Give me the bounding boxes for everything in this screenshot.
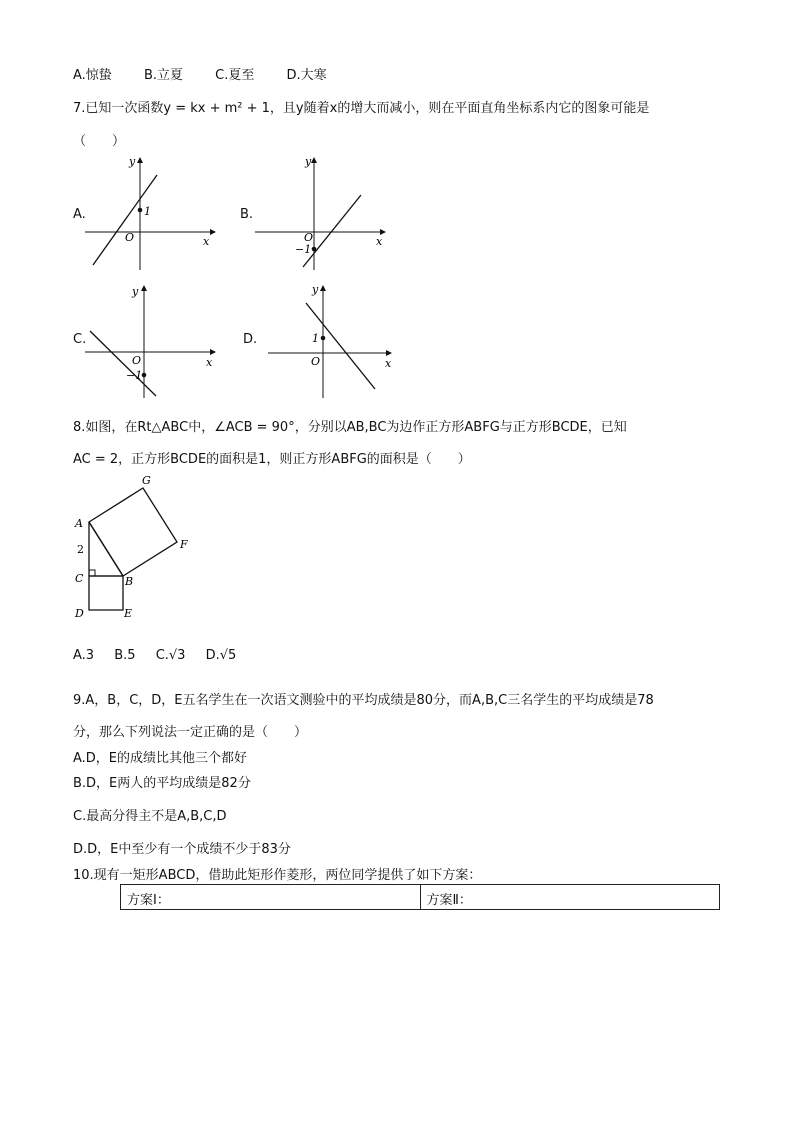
q8-options: [73, 648, 252, 663]
fig-label-e: E: [124, 607, 133, 620]
graph-a: [85, 155, 220, 270]
graph-a-label: A.: [73, 207, 86, 222]
fig-label-f: F: [180, 538, 188, 551]
fig-label-d: D: [75, 607, 84, 620]
graph-a-y-label: y: [129, 155, 136, 168]
q6-options: [73, 64, 355, 83]
graph-c-origin: O: [132, 354, 142, 367]
q7-paren: （ ）: [73, 134, 126, 149]
graph-d-point: 1: [312, 332, 319, 345]
q6-option-b: B.立夏: [143, 68, 184, 83]
q7-stem: 7.已知一次函数y = kx + m² + 1，且y随着x的增大而减小，则在平面直角坐标系内它的图象可能是: [73, 101, 650, 116]
fig-label-c: C: [75, 572, 84, 585]
q9-option-c: C.最高分得主不是A,B,C,D: [73, 809, 227, 824]
graph-c-x-label: x: [206, 356, 213, 369]
graph-d-y-label: y: [312, 283, 319, 296]
q8-option-d: D.√5: [205, 648, 237, 663]
graph-d: [258, 283, 398, 398]
graph-d-label: D.: [243, 332, 258, 347]
graph-b-origin: O: [304, 231, 314, 244]
fig-label-b: B: [125, 575, 134, 588]
graph-a-point: 1: [144, 205, 151, 218]
fig-label-g: G: [142, 474, 151, 487]
graph-a-x-label: x: [203, 235, 210, 248]
q8-figure: [70, 472, 200, 622]
q6-option-d: D.大寒: [286, 68, 327, 83]
graph-d-origin: O: [311, 355, 321, 368]
q8-line1: 8.如图，在Rt△ABC中，∠ACB = 90°，分别以AB,BC为边作正方形ABFG与正方形BCDE，已知: [73, 420, 627, 435]
graph-c-y-label: y: [132, 285, 139, 298]
q9-option-a: A.D，E的成绩比其他三个都好: [73, 751, 248, 766]
q9-option-d: D.D，E中至少有一个成绩不少于83分: [73, 842, 291, 857]
plan-1-cell: 方案Ⅰ：: [127, 893, 170, 908]
q8-option-c: C.√3: [155, 648, 186, 663]
q6-option-c: C.夏至: [215, 68, 255, 83]
q9-option-b: B.D，E两人的平均成绩是82分: [73, 776, 251, 791]
q10-stem: 10.现有一矩形ABCD，借助此矩形作菱形，两位同学提供了如下方案：: [73, 868, 482, 883]
graph-b-label: B.: [240, 207, 254, 222]
fig-label-a: A: [75, 517, 83, 530]
graph-d-x-label: x: [385, 357, 392, 370]
q6-option-a: A.惊蛰: [73, 68, 112, 83]
graph-b-x-label: x: [376, 235, 383, 248]
graph-a-origin: O: [125, 231, 135, 244]
graph-b-y-label: y: [305, 155, 312, 168]
fig-label-ac: 2: [77, 543, 84, 556]
graph-b: [255, 155, 390, 270]
graph-c-label: C.: [73, 332, 87, 347]
graph-c-point: −1: [126, 369, 143, 382]
graph-b-point: −1: [295, 243, 312, 256]
q8-option-a: A.3: [73, 648, 95, 663]
q8-option-b: B.5: [114, 648, 136, 663]
plan-2-cell: 方案Ⅱ：: [420, 885, 720, 909]
q8-line2: AC = 2，正方形BCDE的面积是1，则正方形ABFG的面积是（ ）: [73, 452, 471, 467]
q9-line2: 分，那么下列说法一定正确的是（ ）: [73, 725, 308, 740]
graph-c: [85, 283, 225, 398]
q9-line1: 9.A，B，C，D，E五名学生在一次语文测验中的平均成绩是80分，而A,B,C三名学生的平均成绩是78: [73, 693, 654, 708]
q10-plan-table: [120, 884, 720, 910]
